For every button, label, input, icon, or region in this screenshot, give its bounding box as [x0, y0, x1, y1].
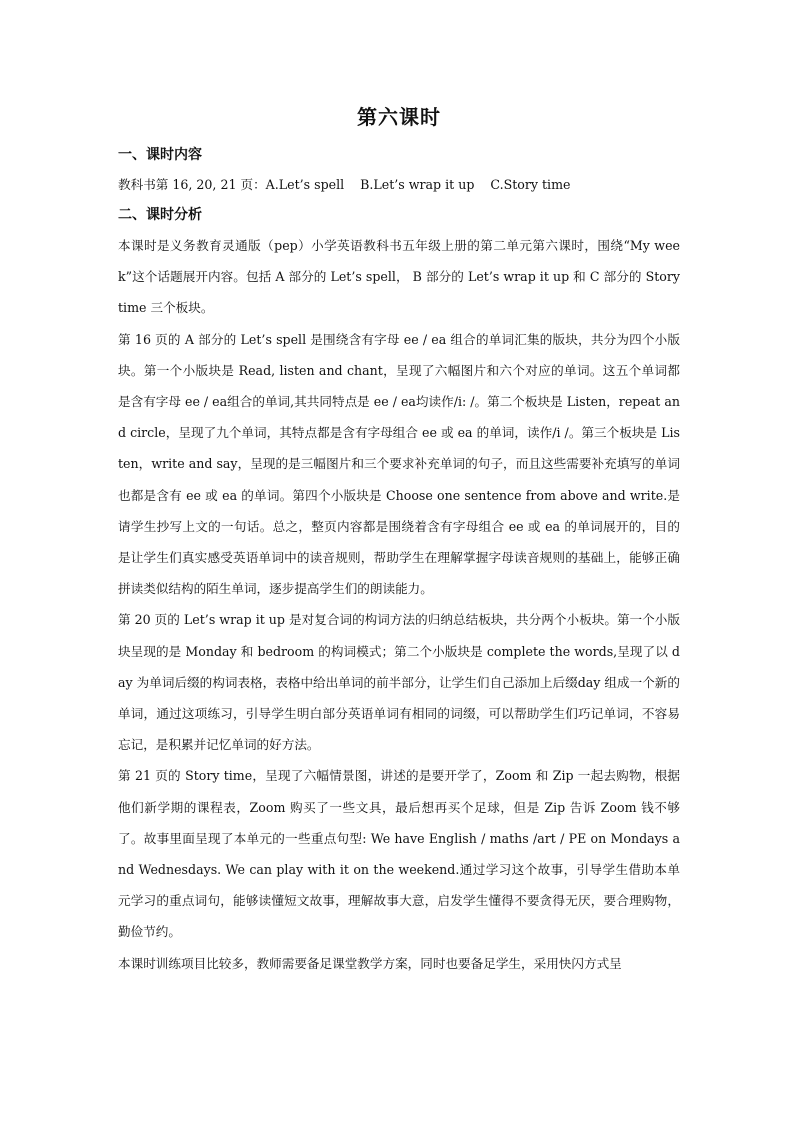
- section-heading-content: 一、课时内容: [118, 147, 202, 163]
- analysis-paragraph-training: 本课时训练项目比较多，教师需要备足课堂教学方案，同时也要备足学生，采用快闪方式呈: [118, 955, 622, 971]
- analysis-paragraph-page20: 第 20 页的 Let’s wrap it up 是对复合词的构词方法的归纳总结板块，共分两个小板块。第一个小版块呈现的是 Monday 和 bedroom 的构词模式；第二个小版块是 complete the words,呈现了以 day 为单词后缀的构词表格，表格中给出单词的前半部分，让学生们自己添加上后缀day 组成一个新的单词，通过这项练习，引导学生明白部分英语单词有相同的词缀，可以帮助学生们巧记单词，不容易忘记，是积累并记忆单词的好方法。: [118, 612, 680, 753]
- analysis-paragraph-page16: 第 16 页的 A 部分的 Let’s spell 是围绕含有字母 ee / ea 组合的单词汇集的版块，共分为四个小版块。第一个小版块是 Read, listen and chant，呈现了六幅图片和六个对应的单词。这五个单词都是含有字母 ee / ea组合的单词,其共同特点是 ee / ea均读作/i: /。第二个板块是 Listen，repeat and circle，呈现了九个单词，其特点都是含有字母组合 ee 或 ea 的单词，读作/i /。第三个板块是 Listen，write and say，呈现的是三幅图片和三个要求补充单词的句子，而且这些需要补充填写的单词也都是含有 ee 或 ea 的单词。第四个小版块是 Choose one sentence from above and write.是请学生抄写上文的一句话。总之，整页内容都是围绕着含有字母组合 ee 或 ea 的单词展开的，目的是让学生们真实感受英语单词中的读音规则，帮助学生在理解掌握字母读音规则的基础上，能够正确拼读类似结构的陌生单词，逐步提高学生们的朗读能力。: [118, 331, 680, 597]
- section-heading-analysis: 二、课时分析: [118, 207, 202, 223]
- analysis-paragraph-intro: 本课时是义务教育灵通版（pep）小学英语教科书五年级上册的第二单元第六课时，围绕“My week”这个话题展开内容。包括 A 部分的 Let’s spell， B 部分的 Let’s wrap it up 和 C 部分的 Story time 三个板块。: [118, 238, 680, 316]
- page-title: 第六课时: [357, 105, 441, 129]
- content-text: 教科书第 16, 20, 21 页：A.Let’s spell B.Let’s wrap it up C.Story time: [118, 177, 571, 192]
- document-page: [118, 100, 680, 979]
- analysis-paragraph-page21: 第 21 页的 Story time，呈现了六幅情景图，讲述的是要开学了，Zoom 和 Zip 一起去购物，根据他们新学期的课程表，Zoom 购买了一些文具，最后想再买个足球，但是 Zip 告诉 Zoom 钱不够了。故事里面呈现了本单元的一些重点句型: We have English / maths /art / PE on Mondays and Wednesdays. We can play with it on the weekend.通过学习这个故事，引导学生借助本单元学习的重点词句，能够读懂短文故事，理解故事大意，启发学生懂得不要贪得无厌，要合理购物，勤俭节约。: [118, 768, 680, 940]
